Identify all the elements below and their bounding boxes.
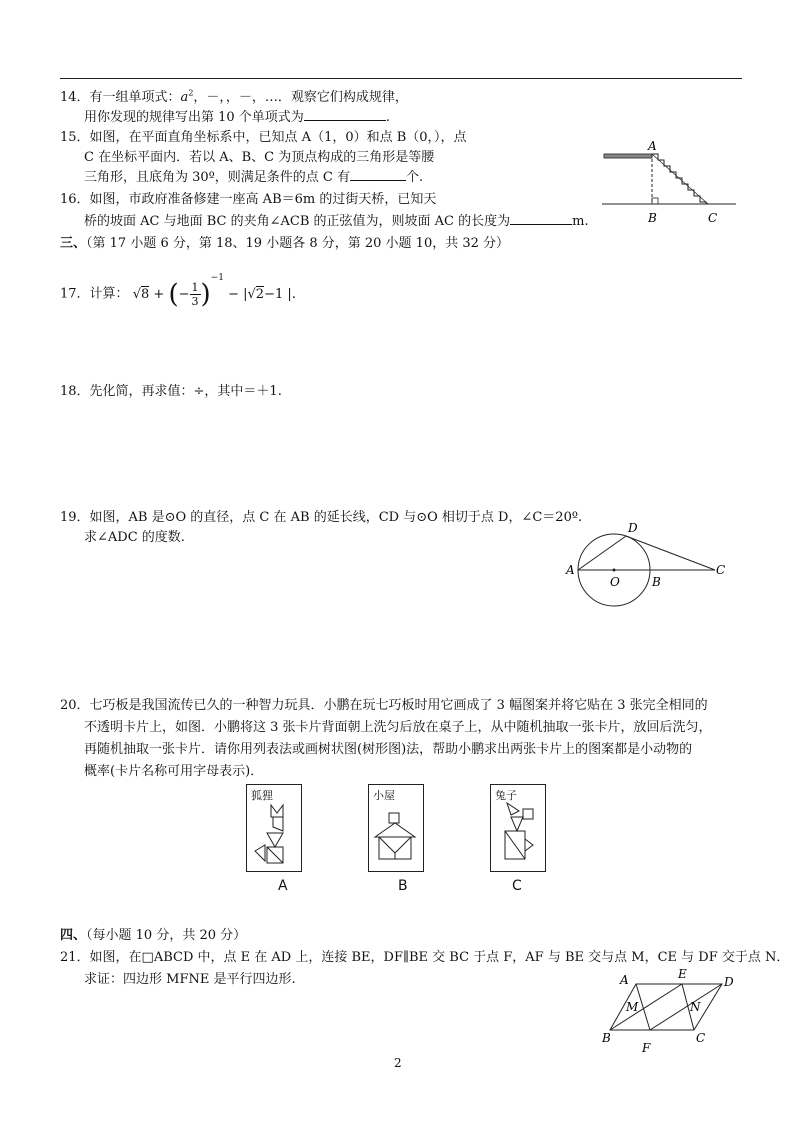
label-F: F: [642, 1041, 651, 1055]
question-14-line1: 14．有一组单项式：$a^2$，－，，－，…．观察它们构成规律，: [60, 88, 408, 105]
line-BE: [610, 984, 682, 1030]
label-D: D: [628, 521, 638, 535]
label-B: B: [648, 211, 657, 225]
question-17: 17．计算： √8 + (− $\frac{1}{3}$ )$^{-1}$ − |√2−1 |.: [60, 258, 296, 298]
question-19-line2: 求∠ADC 的度数.: [84, 530, 185, 545]
question-16-line2: 桥的坡面 AC 与地面 BC 的夹角∠ACB 的正弦值为，则坡面 AC 的长度为 m.: [84, 214, 589, 229]
card-label-a: A: [278, 878, 288, 894]
house-tangram-icon: [373, 807, 419, 867]
bridge-figure: [596, 136, 746, 231]
question-15-line3: 三角形，且底角为 30º，则满足条件的点 C 有 个.: [84, 170, 424, 185]
fox-tangram-icon: [253, 803, 295, 867]
slope-AC: [652, 154, 708, 204]
sqrt-8: √8: [132, 286, 150, 302]
label-N: N: [690, 1000, 701, 1014]
question-21-line1: 21．如图，在□ABCD 中，点 E 在 AD 上，连接 BE，DF∥BE 交 BC 于点 F，AF 与 BE 交与点 M，CE 与 DF 交于点 N．: [60, 950, 790, 965]
question-15-line2: C 在坐标平面内．若以 A、B、C 为顶点构成的三角形是等腰: [84, 150, 435, 165]
line-DF: [650, 984, 722, 1030]
answer-blank[interactable]: [304, 110, 386, 121]
question-15-line1: 15．如图，在平面直角坐标系中，已知点 A（1，0）和点 B（0，），点: [60, 130, 467, 145]
sqrt-2: √2: [247, 286, 265, 302]
label-A: A: [648, 139, 657, 153]
circle-tangent-figure: [560, 518, 740, 614]
label-B: B: [652, 575, 661, 589]
answer-blank[interactable]: [510, 214, 572, 225]
chord-AD: [578, 536, 626, 570]
card-rabbit: 兔子: [490, 784, 546, 872]
parallelogram-figure: [598, 966, 746, 1058]
label-A: A: [566, 563, 575, 577]
question-16-line1: 16．如图，市政府准备修建一座高 AB＝6m 的过街天桥，已知天: [60, 192, 437, 207]
question-14-line2: 用你发现的规律写出第 10 个单项式为 .: [84, 110, 390, 125]
fraction-one-third: $\frac{1}{3}$: [191, 281, 199, 308]
question-18: 18．先化简，再求值：÷，其中＝＋1.: [60, 384, 282, 399]
tangent-CD: [626, 536, 715, 570]
right-paren: ): [200, 279, 211, 310]
left-paren: (: [168, 279, 179, 310]
section-3-heading: 三、（第 17 小题 6 分，第 18、19 小题各 8 分，第 20 小题 10，共 32 分）: [60, 236, 510, 251]
label-C: C: [716, 563, 726, 577]
question-21-line2: 求证：四边形 MFNE 是平行四边形.: [84, 972, 296, 987]
question-20-line1: 20．七巧板是我国流传已久的一种智力玩具．小鹏在玩七巧板时用它画成了 3 幅图案并将它贴在 3 张完全相同的: [60, 698, 708, 713]
label-A: A: [620, 973, 629, 987]
label-B: B: [602, 1031, 611, 1045]
question-19-line1: 19．如图，AB 是⊙O 的直径，点 C 在 AB 的延长线，CD 与⊙O 相切于点 D，∠C＝20º.: [60, 510, 583, 525]
question-20-line2: 不透明卡片上，如图．小鹏将这 3 张卡片背面朝上洗匀后放在桌子上，从中随机抽取一张卡片，放回后洗匀，: [84, 720, 712, 735]
bridge-deck: [604, 154, 652, 158]
answer-blank[interactable]: [350, 170, 406, 181]
card-label-c: C: [512, 878, 522, 894]
card-label-b: B: [398, 878, 408, 894]
label-C: C: [708, 211, 718, 225]
page-number: 2: [394, 1056, 402, 1070]
section-4-heading: 四、（每小题 10 分，共 20 分）: [60, 928, 247, 943]
label-C: C: [696, 1031, 706, 1045]
rabbit-tangram-icon: [497, 801, 541, 867]
label-M: M: [626, 1000, 639, 1014]
question-20-line4: 概率(卡片名称可用字母表示)．: [84, 764, 264, 779]
right-angle-mark: [652, 198, 658, 204]
label-O: O: [610, 575, 620, 589]
card-house: 小屋: [368, 784, 424, 872]
question-20-line3: 再随机抽取一张卡片．请你用列表法或画树状图(树形图)法，帮助小鹏求出两张卡片上的图案都是小动物的: [84, 742, 693, 757]
center-point: [613, 569, 616, 572]
card-fox: 狐狸: [246, 784, 302, 872]
header-rule: [60, 78, 742, 79]
label-E: E: [678, 967, 687, 981]
label-D: D: [724, 975, 734, 989]
